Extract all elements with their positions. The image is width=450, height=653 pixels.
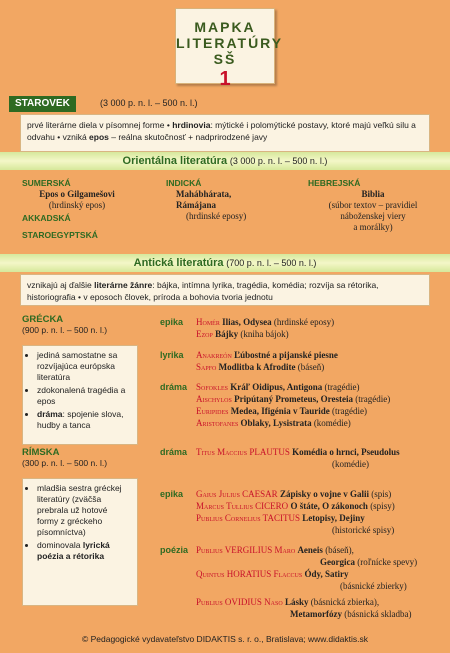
entry-metamorfozy: Metamorfózy (básnická skladba) xyxy=(290,609,412,619)
entry-georgica: Georgica (roľnícke spevy) xyxy=(320,557,418,567)
title-box xyxy=(175,8,284,90)
greek-bullets xyxy=(22,345,138,445)
greek-bullet-3: • dráma: spojenie slova, hudby a tanca xyxy=(37,409,131,431)
starovek-period: (3 000 p. n. l. – 500 n. l.) xyxy=(100,98,198,108)
title-line1: MAPKA xyxy=(194,19,256,35)
genre-epika-roman: epika xyxy=(160,489,184,499)
entry-tacitus: Publius Cornelius TACITUS Letopisy, Dejiny xyxy=(196,513,365,523)
hebrew-note3: a morálky) xyxy=(353,222,393,232)
entry-sofokles: Sofokles Kráľ Oidipus, Antigona (tragédie) xyxy=(196,382,360,392)
greek-header xyxy=(22,314,142,336)
genre-poezia: poézia xyxy=(160,545,189,555)
sumer-column xyxy=(22,178,132,241)
entry-plautus-note: (komédie) xyxy=(332,459,369,469)
footer-copyright: © Pedagogické vydavateľstvo DIDAKTIS s. r. o., Bratislava; www.didaktis.sk xyxy=(81,634,369,644)
india-work1: Mahábhárata, xyxy=(176,189,232,199)
india-column xyxy=(166,178,276,222)
genre-epika: epika xyxy=(160,317,184,327)
orient-period: (3 000 p. n. l. – 500 n. l.) xyxy=(229,156,328,166)
genre-drama-roman: dráma xyxy=(160,447,188,457)
roman-header xyxy=(22,447,142,469)
hebrew-label: HEBREJSKÁ xyxy=(308,178,361,188)
section-heading-starovek: STAROVEK xyxy=(9,96,76,112)
hebrew-column xyxy=(308,178,438,233)
entry-euripides: Euripides Medea, Ifigénia v Tauride (tragédie) xyxy=(196,406,368,416)
hebrew-note2: náboženskej viery xyxy=(340,211,406,221)
antic-intro: vznikajú aj ďalšie literárne žánre: bájka, intímna lyrika, tragédia, komédia; rozvíja sa rétorika, historiografia • v eposoch človek, príroda a bohovia tvoria jednotu xyxy=(20,274,430,306)
entry-caesar: Gaius Julius CAESAR Zápisky o vojne v Galii (spis) xyxy=(196,489,392,499)
greek-period: (900 p. n. l. – 500 n. l.) xyxy=(22,325,108,335)
entry-homer: Homér Ilias, Odysea (hrdinské eposy) xyxy=(196,317,335,327)
antic-period: (700 p. n. l. – 500 n. l.) xyxy=(226,258,317,268)
genre-drama: dráma xyxy=(160,382,188,392)
sumer-note: (hrdinský epos) xyxy=(48,200,106,210)
hebrew-work: Biblia xyxy=(361,189,385,199)
entry-tacitus-note: (historické spisy) xyxy=(332,525,395,535)
entry-ovidius: Publius OVIDIUS Naso Lásky (básnická zbierka), xyxy=(196,597,380,607)
entry-horatius: Quintus HORATIUS Flaccus Ódy, Satiry xyxy=(196,569,349,579)
starovek-intro: prvé literárne diela v písomnej forme • hrdinovia: mýtické i polomýtické postavy, ktoré majú veľkú silu a odvahu • vzniká epos – reálna skutočnosť + nadprirodzené javy xyxy=(20,114,430,152)
india-label: INDICKÁ xyxy=(166,178,202,188)
orient-banner xyxy=(0,152,450,170)
india-note: (hrdinské eposy) xyxy=(186,211,247,221)
entry-ezop: Ezop Bájky (kniha bájok) xyxy=(196,329,289,339)
roman-label: RÍMSKA xyxy=(22,447,60,458)
roman-bullet-2: • dominovala lyrická poézia a rétorika xyxy=(37,540,131,562)
entry-horatius-note: (básnické zbierky) xyxy=(340,581,407,591)
hebrew-note1: (súbor textov – pravidiel xyxy=(328,200,418,210)
roman-bullet-1: • mladšia sestra gréckej literatúry (zväčša prebrala už hotové formy z gréckeho písomníctva) xyxy=(37,483,131,538)
title-line2: LITERATÚRY SŠ xyxy=(176,35,284,67)
egypt-label: STAROEGYPTSKÁ xyxy=(22,230,98,240)
india-work2: Rámájana xyxy=(176,200,216,210)
greek-bullet-2: • zdokonalená tragédia a epos xyxy=(37,385,131,407)
sumer-work: Epos o Gilgamešovi xyxy=(39,189,115,199)
entry-plautus: Titus Maccius PLAUTUS Komédia o hrnci, Pseudolus xyxy=(196,447,400,457)
entry-sapfo: Sapfo Modlitba k Afrodite (báseň) xyxy=(196,362,325,372)
entry-aischylos: Aischylos Pripútaný Prometeus, Oresteia (tragédie) xyxy=(196,394,391,404)
entry-cicero: Marcus Tullius CICERO O štáte, O zákonoch (spisy) xyxy=(196,501,395,511)
antic-banner xyxy=(0,254,450,272)
roman-period: (300 p. n. l. – 500 n. l.) xyxy=(22,458,108,468)
entry-aristofanes: Aristofanes Oblaky, Lysistrata (komédie) xyxy=(196,418,351,428)
greek-bullet-1: • jediná samostatne sa rozvíjajúca európska literatúra xyxy=(37,350,131,383)
roman-bullets xyxy=(22,478,138,606)
antic-title: Antická literatúra xyxy=(133,257,224,269)
greek-label: GRÉCKA xyxy=(22,314,64,325)
genre-lyrika: lyrika xyxy=(160,350,184,360)
sumer-label: SUMERSKÁ xyxy=(22,178,71,188)
akkad-label: AKKADSKÁ xyxy=(22,213,71,223)
entry-anakreon: Anakreón Ľúbostné a pijanské piesne xyxy=(196,350,338,360)
orient-title: Orientálna literatúra xyxy=(122,155,228,167)
title-number: 1 xyxy=(219,68,231,90)
entry-vergilius: Publius VERGILIUS Maro Aeneis (báseň), xyxy=(196,545,354,555)
